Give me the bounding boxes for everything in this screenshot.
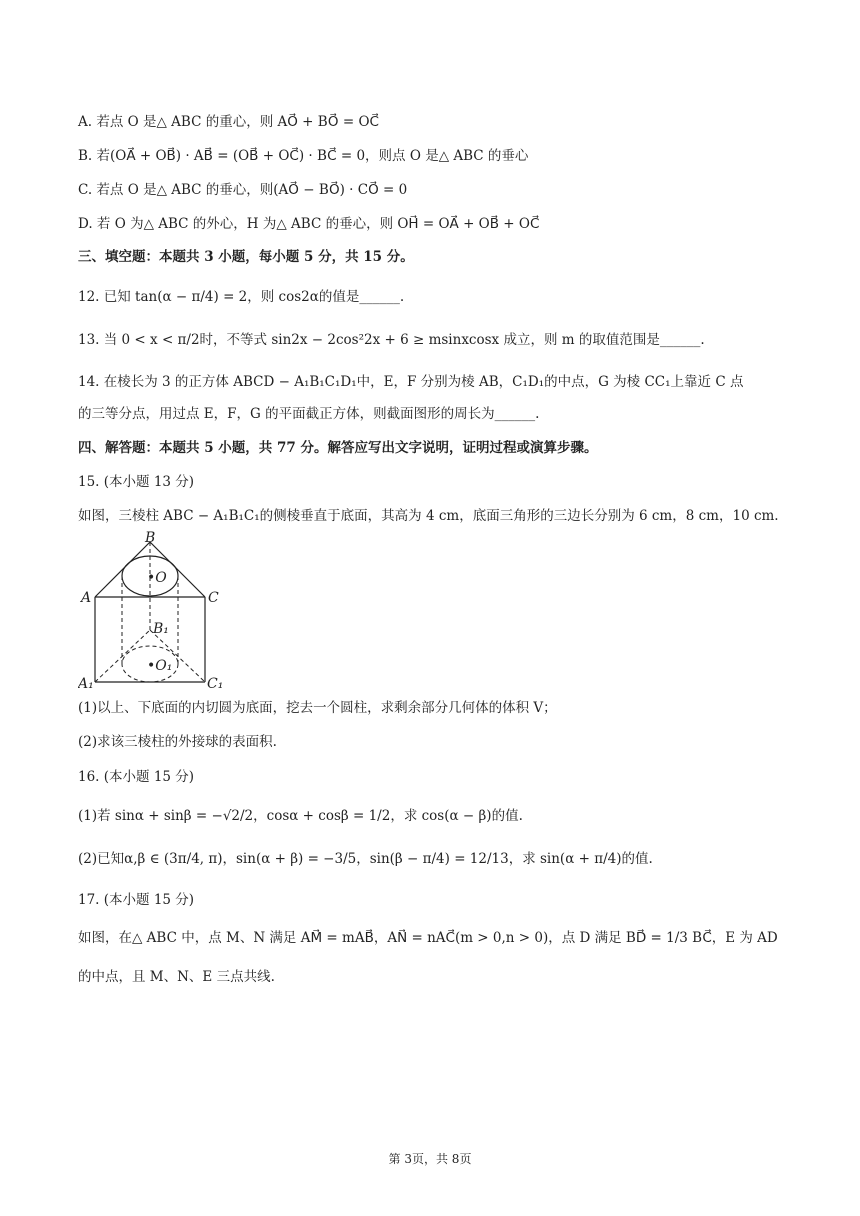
question-15-part1: (1)以上、下底面的内切圆为底面，挖去一个圆柱，求剩余部分几何体的体积 V； <box>78 700 557 716</box>
option-a: A. 若点 O 是△ ABC 的重心，则 AO⃗ + BO⃗ = OC⃗ <box>78 114 379 130</box>
label-A: A <box>81 590 92 606</box>
label-C: C <box>208 590 219 606</box>
label-A1: A₁ <box>78 676 94 690</box>
question-14-line1: 14. 在棱长为 3 的正方体 ABCD − A₁B₁C₁D₁中，E，F 分别为棱 AB，C₁D₁的中点，G 为棱 CC₁上靠近 C 点 <box>78 374 744 390</box>
section-fill-in-heading: 三、填空题：本题共 3 小题，每小题 5 分，共 15 分。 <box>78 249 414 265</box>
label-O1: •O₁ <box>147 658 173 674</box>
question-13: 13. 当 0 < x < π/2时，不等式 sin2x − 2cos²2x + 6 ≥ msinxcosx 成立，则 m 的取值范围是______. <box>78 332 705 348</box>
option-b: B. 若(OA⃗ + OB⃗) · AB⃗ = (OB⃗ + OC⃗) · BC⃗ = 0，则点 O 是△ ABC 的垂心 <box>78 148 529 164</box>
option-d: D. 若 O 为△ ABC 的外心，H 为△ ABC 的垂心，则 OH⃗ = OA⃗ + OB⃗ + OC⃗ <box>78 216 540 232</box>
question-15-part2: (2)求该三棱柱的外接球的表面积. <box>78 734 277 750</box>
question-17-line2: 的中点，且 M、N、E 三点共线. <box>78 969 275 985</box>
question-15-intro: 如图，三棱柱 ABC − A₁B₁C₁的侧棱垂直于底面，其高为 4 cm，底面三角形的三边长分别为 6 cm，8 cm，10 cm. <box>78 508 779 524</box>
question-15-header: 15. (本小题 13 分) <box>78 474 195 490</box>
page-footer: 第 3页，共 8页 <box>388 1152 472 1166</box>
prism-figure <box>78 530 238 690</box>
label-B: B <box>145 530 156 546</box>
label-B1: B₁ <box>153 621 169 637</box>
section-answer-heading: 四、解答题：本题共 5 小题，共 77 分。解答应写出文字说明，证明过程或演算步骤。 <box>78 440 598 456</box>
option-c: C. 若点 O 是△ ABC 的垂心，则(AO⃗ − BO⃗) · CO⃗ = 0 <box>78 182 408 198</box>
label-C1: C₁ <box>207 676 224 690</box>
question-17-line1: 如图，在△ ABC 中，点 M、N 满足 AM⃗ = mAB⃗，AN⃗ = nAC⃗(m > 0,n > 0)，点 D 满足 BD⃗ = 1/3 BC⃗，E 为 AD <box>78 930 778 946</box>
question-14-line2: 的三等分点，用过点 E，F，G 的平面截正方体，则截面图形的周长为______. <box>78 406 540 422</box>
question-16-header: 16. (本小题 15 分) <box>78 769 195 785</box>
question-12: 12. 已知 tan(α − π/4) = 2，则 cos2α的值是______. <box>78 289 405 305</box>
label-O: •O <box>147 570 167 586</box>
edge-AB <box>95 542 150 597</box>
question-17-header: 17. (本小题 15 分) <box>78 892 195 908</box>
question-16-part2: (2)已知α,β ∈ (3π/4, π)，sin(α + β) = −3/5，sin(β − π/4) = 12/13，求 sin(α + π/4)的值. <box>78 851 653 867</box>
question-16-part1: (1)若 sinα + sinβ = −√2/2，cosα + cosβ = 1/2，求 cos(α − β)的值. <box>78 808 523 824</box>
